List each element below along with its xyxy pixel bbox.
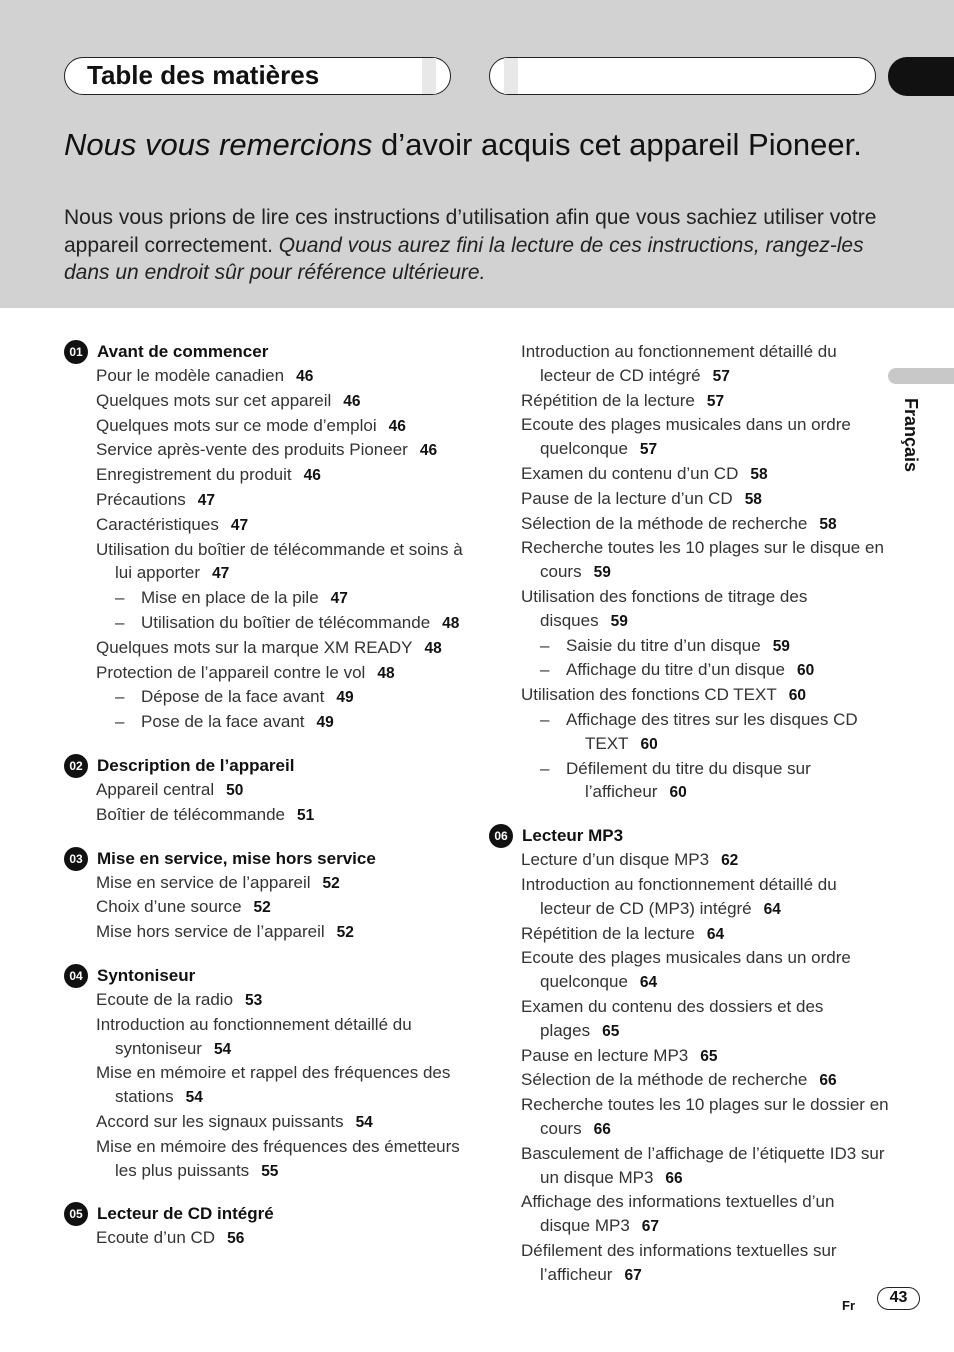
toc-entry: [521, 1093, 889, 1142]
entry-text: Accord sur les signaux puissants: [96, 1111, 344, 1131]
toc-entry: [521, 946, 889, 995]
black-tab-marker: [888, 57, 954, 96]
entry-page-number: 59: [610, 612, 628, 630]
entry-list: [96, 1226, 464, 1251]
intro-paragraph: [64, 204, 894, 287]
page-number: 43: [877, 1287, 920, 1310]
entry-page-number: 47: [212, 565, 230, 583]
toc-entry: [96, 895, 464, 920]
entry-text: Défilement du titre du disque sur l’afficheur: [566, 758, 811, 802]
toc-entry: [96, 414, 464, 439]
entry-text: Affichage des informations textuelles d’un disque MP3: [521, 1192, 835, 1236]
section-title: Syntoniseur: [97, 965, 196, 985]
entry-page-number: 64: [763, 900, 781, 918]
entry-text: Ecoute des plages musicales dans un ordre quelconque: [521, 415, 851, 459]
toc-entry: [96, 488, 464, 513]
toc-entry: [96, 513, 464, 538]
entry-page-number: 46: [343, 392, 361, 410]
entry-text: Ecoute d’un CD: [96, 1228, 216, 1248]
page-headline: [64, 128, 904, 162]
language-label: Français: [901, 398, 921, 473]
toc-subentry: [521, 757, 889, 806]
toc-entry: [521, 1068, 889, 1093]
section-heading: [489, 824, 889, 848]
entry-list: [96, 364, 464, 735]
toc-entry: [96, 803, 464, 828]
toc-subentry: [96, 611, 464, 636]
toc-entry: [521, 683, 889, 708]
subentry-dash: –: [115, 612, 125, 632]
entry-text: Répétition de la lecture: [521, 390, 695, 410]
entry-text: Basculement de l’affichage de l’étiquette ID3 sur un disque MP3: [521, 1143, 885, 1187]
headline-italic: Nous vous remercions: [64, 127, 373, 162]
entry-text: Enregistrement du produit: [96, 465, 292, 485]
entry-text: Ecoute de la radio: [96, 989, 234, 1009]
entry-text: Pose de la face avant: [141, 712, 305, 732]
section-title: Lecteur MP3: [522, 826, 624, 846]
entry-text: Quelques mots sur ce mode d’emploi: [96, 415, 377, 435]
entry-text: Introduction au fonctionnement détaillé du lecteur de CD intégré: [521, 342, 837, 385]
toc-entry: [521, 487, 889, 512]
entry-text: Service après-vente des produits Pioneer: [96, 440, 408, 460]
section-heading: [64, 847, 464, 871]
section-number-badge: 03: [64, 847, 88, 871]
entry-page-number: 66: [593, 1120, 611, 1138]
toc-entry: [521, 995, 889, 1044]
entry-text: Introduction au fonctionnement détaillé du lecteur de CD (MP3) intégré: [521, 874, 837, 918]
entry-text: Protection de l’appareil contre le vol: [96, 662, 366, 682]
subentry-dash: –: [540, 758, 550, 778]
entry-page-number: 52: [336, 924, 354, 942]
toc-entry: [521, 873, 889, 922]
entry-page-number: 54: [355, 1113, 373, 1131]
entry-page-number: 64: [639, 974, 658, 992]
toc-section: [64, 847, 464, 945]
entry-page-number: 67: [624, 1266, 642, 1284]
entry-text: Affichage des titres sur les disques CD TEXT: [566, 709, 858, 753]
toc-entry: [96, 661, 464, 686]
header-band: [0, 0, 954, 308]
toc-entry: [521, 512, 889, 537]
entry-page-number: 53: [245, 991, 263, 1009]
toc-entry: [96, 636, 464, 661]
entry-text: Lecture d’un disque MP3: [521, 850, 710, 870]
entry-page-number: 50: [226, 781, 244, 799]
toc-entry: [96, 778, 464, 803]
entry-page-number: 59: [772, 637, 790, 655]
section-heading: [64, 340, 464, 364]
toc-section: [64, 1202, 464, 1251]
entry-page-number: 58: [819, 515, 837, 533]
entry-page-number: 46: [388, 417, 406, 435]
toc-subentry: [96, 586, 464, 611]
entry-page-number: 58: [744, 490, 762, 508]
section-tab: [64, 57, 451, 95]
language-side-tab: [888, 368, 954, 384]
toc-entry: [521, 462, 889, 487]
toc-entry: [96, 389, 464, 414]
entry-text: Mise hors service de l’appareil: [96, 922, 325, 942]
toc-entry: [96, 920, 464, 945]
entry-page-number: 60: [669, 784, 687, 802]
toc-entry: [521, 585, 889, 634]
entry-text: Ecoute des plages musicales dans un ordre quelconque: [521, 948, 851, 992]
section-tab-title: Table des matières: [87, 60, 320, 90]
section-number-badge: 06: [489, 824, 513, 848]
entry-page-number: 46: [419, 442, 438, 460]
entry-text: Dépose de la face avant: [141, 687, 325, 707]
entry-page-number: 47: [230, 516, 249, 534]
section-heading: [64, 964, 464, 988]
tab-shade: [504, 58, 518, 94]
toc-section: [489, 824, 889, 1287]
toc-entry: [96, 364, 464, 389]
entry-page-number: 49: [316, 714, 334, 732]
toc-entry: [521, 536, 889, 585]
entry-text: Défilement des informations textuelles sur l’afficheur: [521, 1240, 837, 1284]
section-number-badge: 02: [64, 754, 88, 778]
entry-text: Mise en mémoire des fréquences des émetteurs les plus puissants: [96, 1136, 460, 1180]
toc-entry: [96, 538, 464, 587]
headline-rest: d’avoir acquis cet appareil Pioneer.: [372, 127, 862, 162]
entry-list: [521, 340, 889, 805]
entry-text: Quelques mots sur cet appareil: [96, 390, 332, 410]
entry-text: Recherche toutes les 10 plages sur le disque en cours: [521, 538, 884, 582]
subentry-dash: –: [540, 635, 550, 655]
entry-page-number: 56: [227, 1230, 245, 1248]
section-number-badge: 05: [64, 1202, 88, 1226]
entry-page-number: 48: [442, 614, 460, 632]
entry-page-number: 65: [700, 1047, 718, 1065]
toc-subentry: [521, 658, 889, 683]
entry-text: Quelques mots sur la marque XM READY: [96, 637, 413, 657]
entry-page-number: 54: [185, 1089, 203, 1107]
tab-shade: [422, 58, 436, 94]
entry-page-number: 67: [641, 1218, 660, 1236]
toc-entry: [96, 1061, 464, 1110]
section-title: Lecteur de CD intégré: [97, 1204, 274, 1224]
toc-section: [64, 340, 464, 735]
footer-language-code: Fr: [842, 1298, 855, 1313]
entry-text: Pause de la lecture d’un CD: [521, 488, 733, 508]
entry-text: Utilisation du boîtier de télécommande et soins à lui apporter: [96, 539, 463, 583]
entry-page-number: 60: [640, 735, 658, 753]
toc-entry: [521, 848, 889, 873]
intro-italic: Quand vous aurez fini la lecture de ces instructions, rangez-les dans un endroit sûr pour référence ultérieure.: [64, 233, 864, 284]
section-heading: [64, 754, 464, 778]
entry-page-number: 52: [322, 874, 340, 892]
toc-entry: [96, 988, 464, 1013]
entry-text: Appareil central: [96, 779, 215, 799]
entry-text: Examen du contenu d’un CD: [521, 463, 739, 483]
section-title: Mise en service, mise hors service: [97, 848, 376, 868]
section-title: Description de l’appareil: [97, 755, 295, 775]
subentry-dash: –: [540, 709, 550, 729]
entry-text: Pause en lecture MP3: [521, 1045, 689, 1065]
entry-text: Caractéristiques: [96, 514, 219, 534]
entry-page-number: 60: [796, 662, 815, 680]
toc-entry: [96, 1013, 464, 1062]
subentry-dash: –: [115, 687, 125, 707]
entry-text: Mise en service de l’appareil: [96, 872, 311, 892]
toc-entry: [96, 1110, 464, 1135]
section-heading: [64, 1202, 464, 1226]
entry-page-number: 51: [297, 806, 315, 824]
entry-text: Mise en place de la pile: [141, 588, 319, 608]
entry-page-number: 49: [336, 689, 354, 707]
entry-page-number: 46: [303, 467, 321, 485]
entry-page-number: 47: [330, 590, 348, 608]
subentry-dash: –: [115, 588, 125, 608]
toc-subentry: [521, 634, 889, 659]
entry-list: [521, 848, 889, 1287]
entry-page-number: 65: [602, 1022, 620, 1040]
entry-text: Recherche toutes les 10 plages sur le dossier en cours: [521, 1095, 889, 1138]
section-number-badge: 01: [64, 340, 88, 364]
toc-section: [489, 340, 889, 805]
entry-text: Examen du contenu des dossiers et des plages: [521, 996, 824, 1040]
entry-text: Sélection de la méthode de recherche: [521, 513, 808, 533]
entry-list: [96, 988, 464, 1183]
toc-entry: [521, 1190, 889, 1239]
entry-text: Pour le modèle canadien: [96, 366, 285, 385]
toc-entry: [521, 413, 889, 462]
toc-section: [64, 754, 464, 828]
toc-entry: [96, 1226, 464, 1251]
entry-text: Précautions: [96, 489, 186, 509]
entry-page-number: 64: [706, 925, 725, 943]
entry-page-number: 57: [639, 441, 658, 459]
toc-entry: [96, 463, 464, 488]
toc-entry: [96, 1135, 464, 1184]
toc-column-right: [489, 340, 889, 1306]
entry-list: [96, 778, 464, 828]
entry-text: Affichage du titre d’un disque: [566, 660, 785, 680]
intro-plain: Nous vous prions de lire ces instructions d’utilisation afin que vous sachiez utiliser votre appareil correctement.: [64, 206, 877, 257]
toc-section: [64, 964, 464, 1183]
toc-entry: [521, 1239, 889, 1288]
toc-subentry: [521, 708, 889, 757]
entry-page-number: 55: [261, 1162, 279, 1180]
entry-text: Répétition de la lecture: [521, 923, 695, 943]
entry-page-number: 46: [296, 368, 314, 385]
toc-entry: [521, 922, 889, 947]
entry-text: Introduction au fonctionnement détaillé du syntoniseur: [96, 1014, 412, 1058]
section-title: Avant de commencer: [97, 342, 269, 361]
entry-page-number: 62: [721, 852, 739, 870]
entry-list: [96, 871, 464, 945]
entry-text: Utilisation des fonctions CD TEXT: [521, 685, 777, 705]
entry-page-number: 57: [712, 367, 730, 385]
toc-entry: [521, 340, 889, 389]
entry-text: Utilisation des fonctions de titrage des disques: [521, 586, 808, 630]
toc-subentry: [96, 685, 464, 710]
subentry-dash: –: [115, 712, 125, 732]
entry-page-number: 60: [788, 687, 806, 705]
subentry-dash: –: [540, 660, 550, 680]
toc-column-left: [64, 340, 464, 1270]
toc-entry: [521, 1044, 889, 1069]
entry-page-number: 52: [253, 899, 271, 917]
entry-text: Mise en mémoire et rappel des fréquences des stations: [96, 1063, 451, 1107]
entry-text: Choix d’une source: [96, 897, 242, 917]
entry-page-number: 48: [377, 664, 395, 682]
entry-text: Sélection de la méthode de recherche: [521, 1070, 808, 1090]
toc-entry: [521, 389, 889, 414]
section-number-badge: 04: [64, 964, 88, 988]
blank-tab: [489, 57, 876, 95]
entry-page-number: 59: [593, 564, 611, 582]
entry-page-number: 58: [750, 465, 768, 483]
entry-page-number: 54: [213, 1040, 232, 1058]
toc-entry: [96, 438, 464, 463]
entry-page-number: 66: [665, 1169, 683, 1187]
entry-text: Boîtier de télécommande: [96, 804, 285, 824]
entry-page-number: 47: [197, 491, 216, 509]
entry-text: Utilisation du boîtier de télécommande: [141, 612, 431, 632]
toc-entry: [96, 871, 464, 896]
toc-entry: [521, 1142, 889, 1191]
entry-page-number: 66: [819, 1072, 837, 1090]
entry-text: Saisie du titre d’un disque: [566, 635, 761, 655]
entry-page-number: 57: [706, 392, 725, 410]
entry-page-number: 48: [424, 639, 442, 657]
toc-subentry: [96, 710, 464, 735]
